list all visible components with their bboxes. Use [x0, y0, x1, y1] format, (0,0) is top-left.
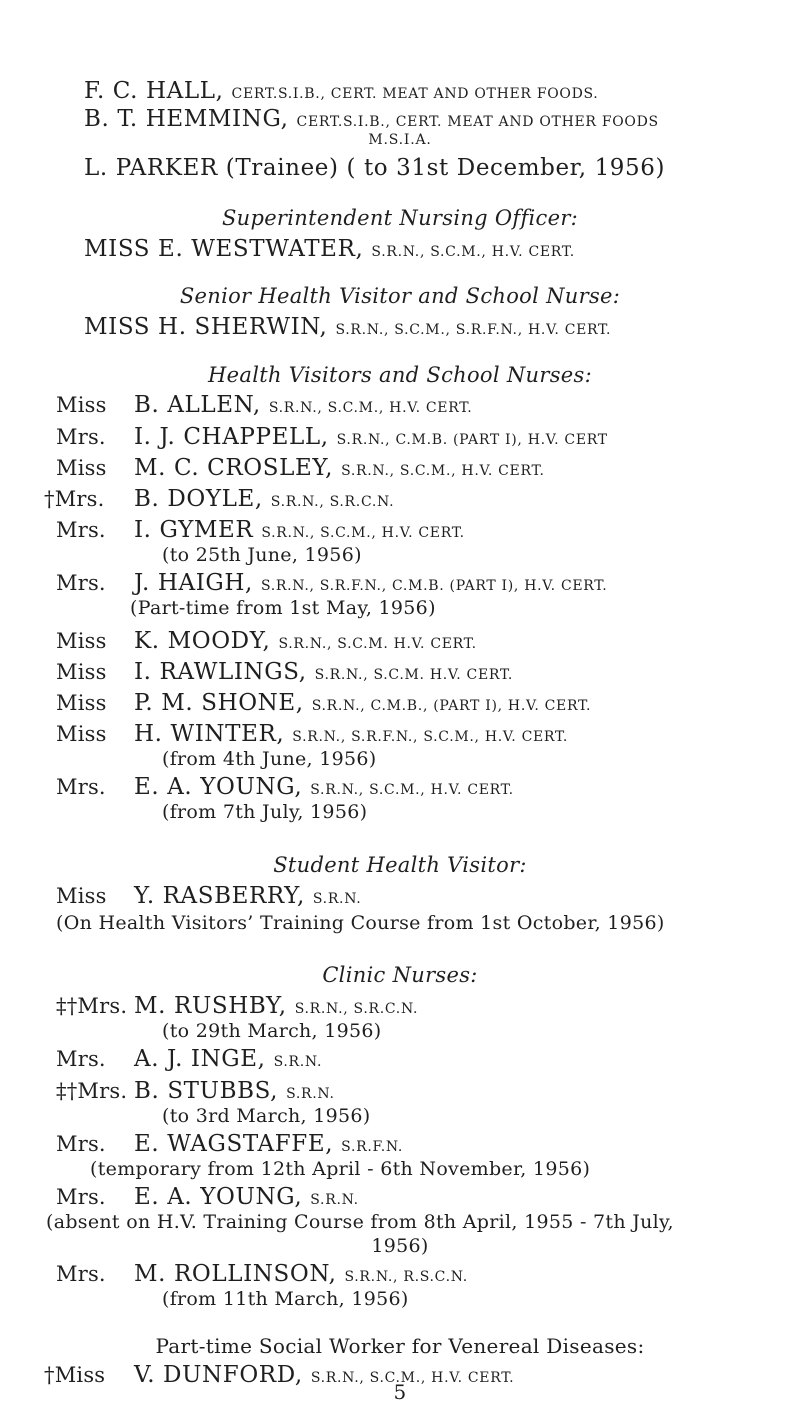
- list-item: [56, 1078, 335, 1107]
- entry-note: (to 29th March, 1956): [162, 1020, 382, 1042]
- staff-quals: S.R.N., S.C.M., H.V. CERT.: [310, 1370, 515, 1386]
- entry-note: (to 3rd March, 1956): [162, 1105, 371, 1127]
- staff-name: F. C. HALL,: [84, 78, 224, 104]
- entry-note: (from 4th June, 1956): [162, 748, 377, 770]
- staff-name: M. RUSHBY,: [134, 993, 287, 1019]
- staff-quals: S.R.N., S.C.M., H.V. CERT.: [341, 463, 545, 479]
- staff-quals: S.R.F.N.: [341, 1139, 404, 1155]
- staff-name: H. WINTER,: [134, 721, 285, 747]
- list-item: [56, 721, 568, 750]
- title-prefix: Miss: [56, 722, 107, 746]
- entry-note: (temporary from 12th April - 6th November, 1956): [90, 1158, 591, 1180]
- title-prefix: Mrs.: [56, 425, 106, 449]
- staff-name: L. PARKER (Trainee) ( to 31st December, 1956): [84, 155, 666, 181]
- staff-quals: S.R.N.: [286, 1086, 335, 1102]
- section-heading-student: Student Health Visitor:: [273, 853, 527, 877]
- staff-quals: S.R.N., S.R.C.N.: [270, 494, 395, 510]
- senior-entry: [84, 314, 611, 343]
- title-prefix: Mrs.: [56, 1132, 106, 1156]
- staff-quals: S.R.N., S.R.F.N., C.M.B. (PART I), H.V. CERT.: [260, 578, 608, 594]
- staff-name: Y. RASBERRY,: [134, 883, 305, 909]
- title-prefix: Mrs.: [56, 1185, 106, 1209]
- entry-note: (to 25th June, 1956): [162, 544, 362, 566]
- page-number: 5: [393, 1380, 407, 1404]
- staff-quals: S.R.N., S.R.C.N.: [294, 1001, 419, 1017]
- staff-quals: S.R.N., S.C.M., H.V. CERT.: [310, 782, 514, 798]
- entry-note-continued: 1956): [371, 1235, 429, 1257]
- staff-name: M. ROLLINSON,: [134, 1261, 337, 1287]
- staff-name: M. C. CROSLEY,: [134, 455, 334, 481]
- entry-note: (On Health Visitors’ Training Course from 1st October, 1956): [56, 912, 665, 934]
- title-prefix: Miss: [56, 660, 107, 684]
- staff-quals: CERT.S.I.B., CERT. MEAT AND OTHER FOODS: [296, 114, 659, 130]
- title-prefix: Mrs.: [56, 518, 106, 542]
- title-prefix: Miss: [56, 393, 107, 417]
- staff-name: E. A. YOUNG,: [134, 1184, 303, 1210]
- list-item: [56, 690, 591, 719]
- staff-name: B. DOYLE,: [134, 486, 263, 512]
- title-prefix: Mrs.: [56, 775, 106, 799]
- list-item: [56, 659, 513, 688]
- staff-quals: S.R.N., C.M.B. (PART I), H.V. CERT: [336, 432, 608, 448]
- staff-quals: S.R.N., S.C.M., H.V. CERT.: [261, 525, 465, 541]
- staff-quals: S.R.N.: [310, 1192, 359, 1208]
- staff-name: I. RAWLINGS,: [134, 659, 307, 685]
- title-prefix: Miss: [56, 691, 107, 715]
- staff-quals: S.R.N., S.C.M., H.V. CERT.: [371, 244, 575, 260]
- section-heading-senior: Senior Health Visitor and School Nurse:: [179, 284, 621, 308]
- staff-name: E. WAGSTAFFE,: [134, 1131, 334, 1157]
- entry-note: (from 11th March, 1956): [162, 1288, 409, 1310]
- list-item: [56, 1046, 322, 1075]
- list-item: [44, 486, 394, 515]
- title-prefix: Miss: [56, 884, 107, 908]
- section-heading-clinic: Clinic Nurses:: [322, 963, 478, 987]
- staff-entry-hall: [84, 78, 598, 107]
- list-item: [56, 424, 608, 453]
- staff-name: MISS H. SHERWIN,: [84, 314, 328, 340]
- staff-name: P. M. SHONE,: [134, 690, 304, 716]
- staff-name: B. STUBBS,: [134, 1078, 279, 1104]
- staff-name: J. HAIGH,: [134, 570, 253, 596]
- list-item: [56, 1131, 403, 1160]
- staff-quals: S.R.N., S.R.F.N., S.C.M., H.V. CERT.: [292, 729, 569, 745]
- superintendent-entry: [84, 236, 575, 265]
- title-prefix: ‡†Mrs.: [56, 1079, 128, 1103]
- entry-note: (Part-time from 1st May, 1956): [130, 597, 436, 619]
- list-item: [56, 993, 418, 1022]
- staff-quals: S.R.N., R.S.C.N.: [344, 1269, 468, 1285]
- entry-note: (absent on H.V. Training Course from 8th April, 1955 - 7th July,: [46, 1211, 674, 1233]
- staff-quals: S.R.N.: [312, 891, 362, 907]
- title-prefix: Miss: [56, 629, 107, 653]
- staff-quals-continued: M.S.I.A.: [368, 132, 432, 148]
- title-prefix: Mrs.: [56, 1262, 106, 1286]
- staff-quals: S.R.N., S.C.M. H.V. CERT.: [278, 636, 477, 652]
- staff-quals: S.R.N., S.C.M., S.R.F.N., H.V. CERT.: [335, 322, 612, 338]
- section-heading-social-worker: Part-time Social Worker for Venereal Diseases:: [155, 1334, 645, 1358]
- list-item: [56, 1184, 359, 1213]
- title-prefix: Miss: [56, 456, 107, 480]
- list-item: [56, 517, 465, 546]
- staff-name: B. T. HEMMING,: [84, 106, 289, 132]
- staff-name: MISS E. WESTWATER,: [84, 236, 364, 262]
- list-item: [56, 392, 472, 421]
- staff-name: E. A. YOUNG,: [134, 774, 303, 800]
- title-prefix: Mrs.: [56, 571, 106, 595]
- list-item: [56, 774, 514, 803]
- staff-entry-parker: [84, 155, 665, 181]
- section-heading-health-visitors: Health Visitors and School Nurses:: [208, 363, 592, 387]
- title-prefix: ‡†Mrs.: [56, 994, 128, 1018]
- title-prefix: †Miss: [44, 1363, 106, 1387]
- staff-quals: S.R.N.: [273, 1054, 323, 1070]
- list-item: [56, 455, 545, 484]
- student-entry: [56, 883, 361, 912]
- list-item: [56, 628, 477, 657]
- staff-name: A. J. INGE,: [134, 1046, 266, 1072]
- list-item: [56, 570, 607, 599]
- staff-name: I. J. CHAPPELL,: [134, 424, 329, 450]
- staff-quals: S.R.N., S.C.M. H.V. CERT.: [314, 667, 514, 683]
- title-prefix: †Mrs.: [44, 487, 105, 511]
- staff-name: I. GYMER: [134, 517, 254, 543]
- staff-quals: S.R.N., C.M.B., (PART I), H.V. CERT.: [311, 698, 592, 714]
- list-item: [56, 1261, 468, 1290]
- title-prefix: Mrs.: [56, 1047, 106, 1071]
- staff-quals: CERT.S.I.B., CERT. MEAT AND OTHER FOODS.: [231, 86, 599, 102]
- staff-name: B. ALLEN,: [134, 392, 261, 418]
- staff-name: V. DUNFORD,: [134, 1362, 303, 1388]
- entry-note: (from 7th July, 1956): [162, 801, 368, 823]
- staff-quals: S.R.N., S.C.M., H.V. CERT.: [268, 400, 473, 416]
- staff-name: K. MOODY,: [134, 628, 271, 654]
- section-heading-superintendent: Superintendent Nursing Officer:: [221, 206, 579, 230]
